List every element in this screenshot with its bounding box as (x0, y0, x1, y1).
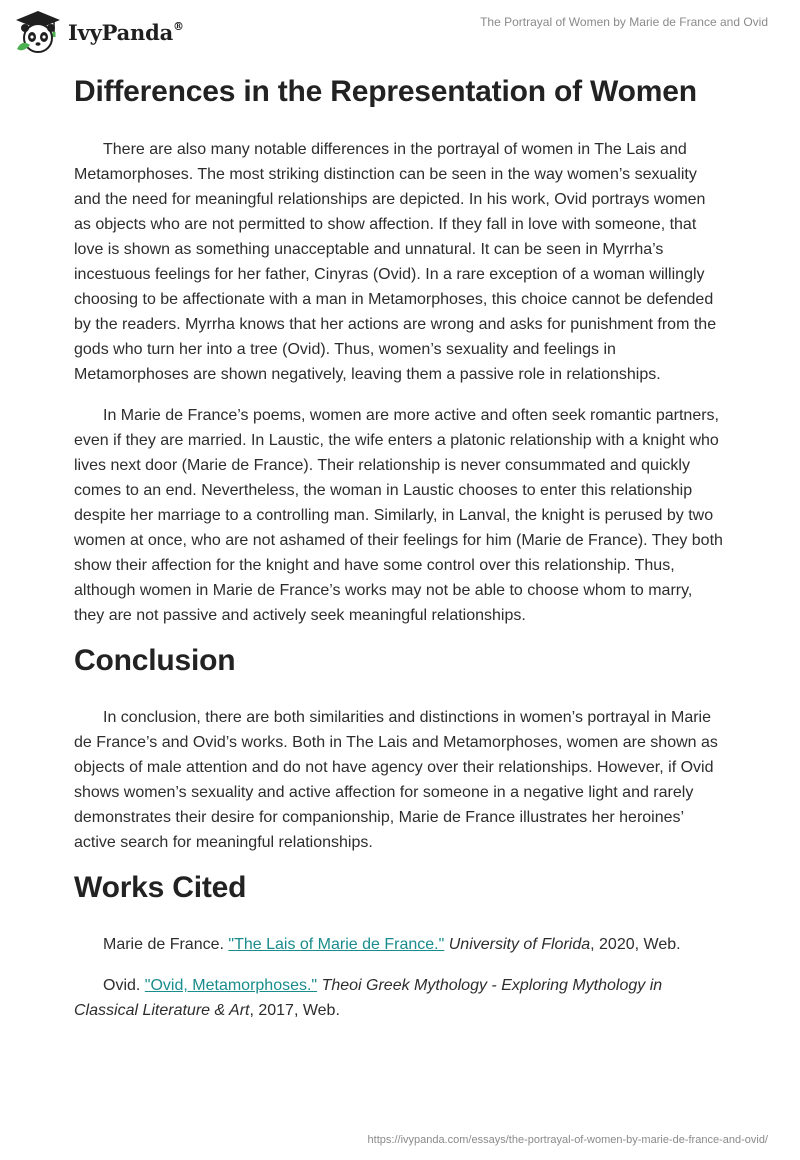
citation-entry (74, 932, 726, 957)
citation-rest: , 2020, Web. (590, 936, 681, 953)
paragraph-differences-2: In Marie de France’s poems, women are more active and often seek romantic partners, even if they are married. In Laustic, the wife enters a platonic relationship with a knight who lives next door (Marie de France). Their relationship is never consummated and quickly comes to an end. Nevertheless, the woman in Laustic chooses to enter this relationship despite her marriage to a controlling man. Similarly, in Lanval, the knight is perused by two women at once, who are not ashamed of their feelings for him (Marie de France). They both show their affection for the knight and have some control over this relationship. Thus, although women in Marie de France’s works may not be able to choose whom to marry, they are not passive and actively seek meaningful relationships. (74, 407, 723, 624)
document-title: The Portrayal of Women by Marie de France and Ovid (480, 15, 768, 29)
panda-graduate-icon (14, 9, 62, 55)
section-heading-differences: Differences in the Representation of Women (74, 75, 697, 108)
source-url[interactable]: https://ivypanda.com/essays/the-portrayal-of-women-by-marie-de-france-and-ovid/ (367, 1134, 768, 1146)
essay-content (74, 70, 726, 1023)
section-heading-conclusion: Conclusion (74, 644, 236, 677)
page-header (0, 0, 800, 64)
citation-link[interactable]: "The Lais of Marie de France." (228, 936, 445, 953)
citation-entry (74, 973, 726, 1023)
paragraph-conclusion: In conclusion, there are both similarities and distinctions in women’s portrayal in Marie de France’s and Ovid’s works. Both in The Lais and Metamorphoses, women are shown as objects of male attention and do not have agency over their relationships. However, if Ovid shows women’s sexuality and active affection for someone in a negative light and rarely demonstrates their desire for companionship, Marie de France illustrates her heroines’ active search for meaningful relationships. (74, 709, 718, 851)
citation-author: Marie de France. (103, 936, 229, 953)
citation-container: Theoi Greek Mythology - Exploring Mythology in Classical Literature & Art (74, 977, 663, 1019)
brand-name: IvyPanda® (68, 19, 184, 45)
section-heading-works-cited: Works Cited (74, 871, 247, 904)
paragraph-differences-1: There are also many notable differences in the portrayal of women in The Lais and Metamorphoses. The most striking distinction can be seen in the way women’s sexuality and the need for meaningful relationships are depicted. In his work, Ovid portrays women as objects who are not permitted to show affection. If they fall in love with someone, that love is shown as something unacceptable and unnatural. It can be seen in Myrrha’s incestuous feelings for her father, Cinyras (Ovid). In a rare exception of a woman willingly choosing to be affectionate with a man in Metamorphoses, this choice cannot be defended by the readers. Myrrha knows that her actions are wrong and asks for punishment from the gods who turn her into a tree (Ovid). Thus, women’s sexuality and feelings in Metamorphoses are shown negatively, leaving them a passive role in relationships. (74, 141, 717, 383)
ivypanda-logo[interactable] (14, 9, 184, 55)
citation-container: University of Florida (448, 936, 591, 953)
citation-rest: , 2017, Web. (249, 1002, 340, 1019)
citation-author: Ovid. (103, 977, 145, 994)
citation-link[interactable]: "Ovid, Metamorphoses." (144, 977, 318, 994)
